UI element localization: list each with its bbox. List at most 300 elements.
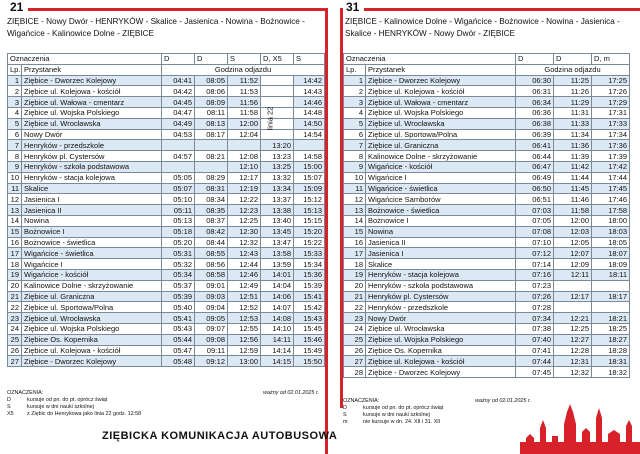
row-number: 21 [8, 291, 22, 302]
departure-time: 04:45 [162, 97, 195, 108]
legend-item [7, 397, 323, 404]
legend-text: kursuje w dni nauki szkolnej [363, 412, 430, 418]
row-number: 5 [344, 118, 366, 129]
timetable-row [8, 215, 325, 226]
departure-time: 11:53 [228, 86, 261, 97]
left-vertical-rule [325, 8, 328, 454]
departure-time: 12:28 [554, 345, 592, 356]
departure-time: 15:13 [294, 205, 325, 216]
row-number: 11 [344, 183, 366, 194]
legend-text: z Ziębic do Henrykowa jako linia 22 godz. 12:58 [27, 411, 142, 417]
legend-key: D [343, 405, 347, 411]
departure-time: 14:14 [261, 345, 294, 356]
stop-name: Ziębice Os. Kopernika [22, 334, 162, 345]
column-header-row [8, 64, 325, 75]
departure-time: 05:39 [162, 291, 195, 302]
departure-time: 17:33 [592, 118, 630, 129]
row-number: 2 [8, 86, 22, 97]
timetable-row [344, 269, 630, 280]
departure-time: 17:42 [592, 161, 630, 172]
departure-time: 09:05 [195, 313, 228, 324]
departure-time [592, 280, 630, 291]
stop-name: Ziębice ul. Wojska Polskiego [366, 107, 516, 118]
timetable-row [344, 302, 630, 313]
timetable-row [344, 172, 630, 183]
departure-time: 13:23 [261, 151, 294, 162]
stop-name: Ziębice ul. Wrocławska [366, 323, 516, 334]
timetable-row [8, 161, 325, 172]
timetable-row [344, 356, 630, 367]
legend-item [343, 419, 523, 426]
departure-time: 07:34 [516, 313, 554, 324]
stop-name: Henryków - stacja kolejowa [366, 269, 516, 280]
departure-time: 12:49 [228, 280, 261, 291]
departure-time: 08:09 [195, 97, 228, 108]
stop-name: Ziębice ul. Sportowa/Polna [22, 302, 162, 313]
stop-name: Ziębice - Dworzec Kolejowy [22, 356, 162, 367]
legend-text: kursuje od pn. do pt. oprócz świąt [363, 405, 444, 411]
departure-time: 07:38 [516, 323, 554, 334]
departure-time: 09:01 [195, 280, 228, 291]
departure-time: 07:45 [516, 367, 554, 378]
stop-name: Wigańcice I [366, 172, 516, 183]
row-number: 14 [8, 215, 22, 226]
timetable-row [344, 118, 630, 129]
stop-name: Nowy Dwór [366, 313, 516, 324]
departure-time: 18:27 [592, 334, 630, 345]
departure-time: 11:52 [228, 75, 261, 86]
stop-name: Henryków - szkoła podstawowa [22, 161, 162, 172]
departure-time: 06:39 [516, 129, 554, 140]
linia-22-label: linia 22 [265, 106, 275, 131]
departure-time: 08:55 [195, 248, 228, 259]
row-number: 18 [344, 259, 366, 270]
timetable-row [8, 280, 325, 291]
departure-time: 11:36 [554, 140, 592, 151]
stop-name: Wigańcice - świetlica [22, 248, 162, 259]
departure-time: 14:48 [294, 107, 325, 118]
departure-time: 18:31 [592, 356, 630, 367]
departure-time: 08:17 [195, 129, 228, 140]
departure-time: 11:29 [554, 97, 592, 108]
departure-time: 05:11 [162, 205, 195, 216]
timetable-row [344, 334, 630, 345]
departure-time: 13:59 [261, 259, 294, 270]
stop-name: Ziębice ul. Kolejowa - kościół [22, 86, 162, 97]
timetable-row [8, 269, 325, 280]
departure-time: 17:39 [592, 151, 630, 162]
validity-note: ważny od 02.01.2025 r. [475, 398, 531, 404]
lp-header: Lp. [8, 64, 22, 75]
departure-time: 08:35 [195, 205, 228, 216]
row-number: 9 [8, 161, 22, 172]
timetable-row [344, 75, 630, 86]
stop-name: Ziębice ul. Wałowa - cmentarz [22, 97, 162, 108]
stop-name: Bożnowice I [22, 226, 162, 237]
departure-time: 17:29 [592, 97, 630, 108]
right-header-bar [340, 0, 640, 14]
row-number: 17 [344, 248, 366, 259]
legend-item [7, 404, 323, 411]
departure-time: 12:25 [228, 215, 261, 226]
departure-time: 14:10 [261, 323, 294, 334]
timetable-row [344, 183, 630, 194]
departure-time: 07:44 [516, 356, 554, 367]
departure-time: 12:27 [554, 334, 592, 345]
departure-time: 05:18 [162, 226, 195, 237]
row-number: 15 [8, 226, 22, 237]
departure-time: 12:31 [554, 356, 592, 367]
timetable-row [344, 248, 630, 259]
timetable-row [344, 259, 630, 270]
departure-time: 12:11 [554, 269, 592, 280]
departure-time: 05:05 [162, 172, 195, 183]
stop-name: Wigańcice - kościół [22, 269, 162, 280]
departure-time: 15:50 [294, 356, 325, 367]
right-header-line [340, 8, 640, 11]
stop-name: Skalice [366, 259, 516, 270]
stop-name: Skalice [22, 183, 162, 194]
operator-brand: ZIĘBICKA KOMUNIKACJA AUTOBUSOWA [102, 430, 338, 442]
departure-time: 05:20 [162, 237, 195, 248]
legend-key: S [7, 404, 11, 410]
departure-time: 06:41 [516, 140, 554, 151]
departure-time: 12:44 [228, 259, 261, 270]
left-header-line [4, 8, 326, 11]
departure-time [195, 161, 228, 172]
departure-time: 06:36 [516, 107, 554, 118]
row-number: 25 [344, 334, 366, 345]
departure-time: 06:34 [516, 97, 554, 108]
timetable-row [344, 194, 630, 205]
departure-time: 08:56 [195, 259, 228, 270]
departure-time: 12:07 [554, 248, 592, 259]
row-number: 10 [344, 172, 366, 183]
departure-time: 17:44 [592, 172, 630, 183]
departure-time: 11:34 [554, 129, 592, 140]
left-header-bar [4, 0, 326, 14]
departure-time: 06:50 [516, 183, 554, 194]
departure-time [195, 140, 228, 151]
departure-time: 05:44 [162, 334, 195, 345]
departure-time: 11:56 [228, 97, 261, 108]
row-number: 14 [344, 215, 366, 226]
left-line-number: 21 [4, 0, 28, 14]
timetable-row [8, 194, 325, 205]
stop-name: Wigańcice - kościół [366, 161, 516, 172]
departure-time: 11:44 [554, 172, 592, 183]
departure-time: 18:07 [592, 248, 630, 259]
timetable-row [344, 215, 630, 226]
linia-22-note [263, 96, 277, 146]
row-number: 6 [8, 129, 22, 140]
departure-time: 12:56 [228, 334, 261, 345]
timetable-row [344, 345, 630, 356]
departure-time: 17:34 [592, 129, 630, 140]
row-number: 12 [344, 194, 366, 205]
departure-time: 12:10 [228, 161, 261, 172]
departure-time [162, 140, 195, 151]
departure-time: 05:48 [162, 356, 195, 367]
timetable-row [344, 280, 630, 291]
departure-time: 11:58 [228, 107, 261, 118]
row-number: 24 [8, 323, 22, 334]
departure-time: 08:13 [195, 118, 228, 129]
row-number: 18 [8, 259, 22, 270]
departure-time: 08:06 [195, 86, 228, 97]
stop-name: Bożnowice I [366, 215, 516, 226]
stop-name: Ziębice ul. Wojska Polskiego [366, 334, 516, 345]
departure-time: 15:39 [294, 280, 325, 291]
departure-time: 06:49 [516, 172, 554, 183]
timetable-row [344, 140, 630, 151]
departure-time: 13:37 [261, 194, 294, 205]
timetable-row [8, 183, 325, 194]
timetable-row [344, 107, 630, 118]
row-number: 11 [8, 183, 22, 194]
departure-time: 05:32 [162, 259, 195, 270]
mark-cell: S [294, 54, 325, 65]
departure-time: 07:14 [516, 259, 554, 270]
stop-name: Ziębice - Dworzec Kolejowy [366, 367, 516, 378]
timetable-row [344, 161, 630, 172]
town-skyline-icon [520, 398, 640, 454]
timetable-row [8, 302, 325, 313]
stop-name: Ziębice ul. Wałowa - cmentarz [366, 97, 516, 108]
stop-name: Henryków - stacja kolejowa [22, 172, 162, 183]
departure-time: 12:55 [228, 323, 261, 334]
timetable-row [8, 313, 325, 324]
departure-time: 15:42 [294, 302, 325, 313]
departure-time: 18:00 [592, 215, 630, 226]
departure-time: 15:15 [294, 215, 325, 226]
departure-time: 18:05 [592, 237, 630, 248]
departure-time: 17:31 [592, 107, 630, 118]
stop-name: Bożnowice - świetlica [366, 205, 516, 216]
departure-time: 18:09 [592, 259, 630, 270]
row-number: 27 [8, 356, 22, 367]
departure-time: 07:41 [516, 345, 554, 356]
row-number: 25 [8, 334, 22, 345]
departure-time: 12:51 [228, 291, 261, 302]
departure-time: 13:25 [261, 161, 294, 172]
departure-time: 13:58 [261, 248, 294, 259]
row-number: 4 [344, 107, 366, 118]
departure-time: 15:33 [294, 248, 325, 259]
departure-time: 12:00 [228, 118, 261, 129]
stop-name: Ziębice ul. Wojska Polskiego [22, 107, 162, 118]
lp-header: Lp. [344, 64, 366, 75]
departure-time: 06:47 [516, 161, 554, 172]
departure-time [592, 302, 630, 313]
departure-time: 09:03 [195, 291, 228, 302]
departure-time: 12:52 [228, 302, 261, 313]
legend-key: D [7, 397, 11, 403]
departure-time: 07:08 [516, 226, 554, 237]
stop-name: Ziębice ul. Wrocławska [22, 118, 162, 129]
departure-time: 15:09 [294, 183, 325, 194]
timetable-row [344, 97, 630, 108]
stop-name: Ziębice ul. Kolejowa - kościół [366, 86, 516, 97]
row-number: 26 [8, 345, 22, 356]
departure-time: 12:53 [228, 313, 261, 324]
departure-time: 05:10 [162, 194, 195, 205]
departure-time: 15:36 [294, 269, 325, 280]
row-number: 7 [8, 140, 22, 151]
departure-time: 05:40 [162, 302, 195, 313]
stop-name: Bożnowice - świetlica [22, 237, 162, 248]
departure-time [294, 140, 325, 151]
departure-time: 13:38 [261, 205, 294, 216]
row-number: 4 [8, 107, 22, 118]
departure-time: 12:21 [554, 313, 592, 324]
departure-time: 08:42 [195, 226, 228, 237]
row-number: 3 [8, 97, 22, 108]
timetable-row [8, 323, 325, 334]
departure-time: 12:32 [228, 237, 261, 248]
departure-time: 18:17 [592, 291, 630, 302]
legend-item [343, 412, 523, 419]
departure-time: 13:34 [261, 183, 294, 194]
departure-time: 12:04 [228, 129, 261, 140]
departure-time: 18:03 [592, 226, 630, 237]
stop-name: Wigańcice Samborów [366, 194, 516, 205]
timetable-row [8, 248, 325, 259]
departure-time: 04:49 [162, 118, 195, 129]
departure-time: 06:30 [516, 75, 554, 86]
departure-time: 18:11 [592, 269, 630, 280]
legend-item [343, 405, 523, 412]
row-number: 5 [8, 118, 22, 129]
departure-time: 18:25 [592, 323, 630, 334]
stop-name: Nowy Dwór [22, 129, 162, 140]
departure-time: 15:41 [294, 291, 325, 302]
row-number: 27 [344, 356, 366, 367]
departure-time: 18:21 [592, 313, 630, 324]
departure-time: 14:08 [261, 313, 294, 324]
departure-time: 18:28 [592, 345, 630, 356]
departure-time: 15:20 [294, 226, 325, 237]
departure-time: 04:57 [162, 151, 195, 162]
departure-time: 07:05 [516, 215, 554, 226]
legend-title: OZNACZENIA: [7, 390, 44, 396]
row-number: 23 [8, 313, 22, 324]
departure-time: 05:41 [162, 313, 195, 324]
legend-key: X5 [7, 411, 14, 417]
departure-time: 12:08 [228, 151, 261, 162]
left-timetable [7, 53, 325, 367]
departure-time: 14:54 [294, 129, 325, 140]
departure-time: 14:01 [261, 269, 294, 280]
departure-time: 11:25 [554, 75, 592, 86]
departure-time: 04:47 [162, 107, 195, 118]
stop-name: Henryków pl. Cystersów [22, 151, 162, 162]
stop-name: Henryków - przedszkole [22, 140, 162, 151]
stop-name: Ziębice Os. Kopernika [366, 345, 516, 356]
timetable-row [8, 356, 325, 367]
departure-time: 11:46 [554, 194, 592, 205]
departure-time: 04:53 [162, 129, 195, 140]
stop-name: Ziębice ul. Graniczna [366, 140, 516, 151]
mark-cell: D [195, 54, 228, 65]
marks-row [344, 54, 630, 65]
right-route-description: ZIĘBICE - Kalinowice Dolne - Wigańcice - Bożnowice - Nowina - Jasienica - Skalice - HENRYKÓW - Nowy Dwór - ZIĘBICE [345, 17, 620, 38]
row-number: 24 [344, 323, 366, 334]
stop-name: Kalinowice Dolne - skrzyżowanie [366, 151, 516, 162]
timetable-row [8, 151, 325, 162]
departure-time: 12:32 [554, 367, 592, 378]
departure-time: 14:15 [261, 356, 294, 367]
departure-time: 12:22 [228, 194, 261, 205]
departure-time: 04:42 [162, 86, 195, 97]
stop-name: Nowina [366, 226, 516, 237]
departure-time: 12:19 [228, 183, 261, 194]
row-number: 22 [8, 302, 22, 313]
row-number: 13 [8, 205, 22, 216]
departure-time: 14:07 [261, 302, 294, 313]
departure-time: 12:23 [228, 205, 261, 216]
departure-time: 08:05 [195, 75, 228, 86]
row-number: 1 [8, 75, 22, 86]
row-number: 10 [8, 172, 22, 183]
mark-cell: D, m [592, 54, 630, 65]
departure-time: 09:04 [195, 302, 228, 313]
departure-time [261, 75, 294, 86]
departure-time [162, 161, 195, 172]
departure-time: 08:31 [195, 183, 228, 194]
departure-time: 12:25 [554, 323, 592, 334]
row-number: 7 [344, 140, 366, 151]
left-legend [7, 390, 323, 418]
row-number: 17 [8, 248, 22, 259]
departure-time: 07:12 [516, 248, 554, 259]
validity-note: ważny od 02.01.2025 r. [263, 390, 319, 396]
marks-row [8, 54, 325, 65]
timetable-row [344, 129, 630, 140]
departure-time: 05:43 [162, 323, 195, 334]
timetable-row [344, 313, 630, 324]
departure-time: 09:12 [195, 356, 228, 367]
timetable-row [8, 291, 325, 302]
departure-time: 11:31 [554, 107, 592, 118]
right-legend [343, 398, 531, 426]
departure-time: 13:40 [261, 215, 294, 226]
departure-time: 13:45 [261, 226, 294, 237]
departure-time: 11:26 [554, 86, 592, 97]
timetable-row [8, 334, 325, 345]
departure-time: 17:25 [592, 75, 630, 86]
departure-time: 11:45 [554, 183, 592, 194]
departure-time: 11:39 [554, 151, 592, 162]
stop-header: Przystanek [366, 64, 516, 75]
oznaczenia-label: Oznaczenia [8, 54, 162, 65]
departure-time: 15:34 [294, 259, 325, 270]
row-number: 22 [344, 302, 366, 313]
departure-time: 09:07 [195, 323, 228, 334]
departure-time: 05:47 [162, 345, 195, 356]
departure-time: 15:49 [294, 345, 325, 356]
timetable-row [344, 367, 630, 378]
stop-header: Przystanek [22, 64, 162, 75]
row-number: 19 [344, 269, 366, 280]
row-number: 12 [8, 194, 22, 205]
stop-name: Ziębice ul. Kolejowa - kościół [22, 345, 162, 356]
right-timetable [343, 53, 630, 378]
departure-time: 15:07 [294, 172, 325, 183]
departure-time: 08:11 [195, 107, 228, 118]
timetable-row [8, 345, 325, 356]
row-number: 13 [344, 205, 366, 216]
